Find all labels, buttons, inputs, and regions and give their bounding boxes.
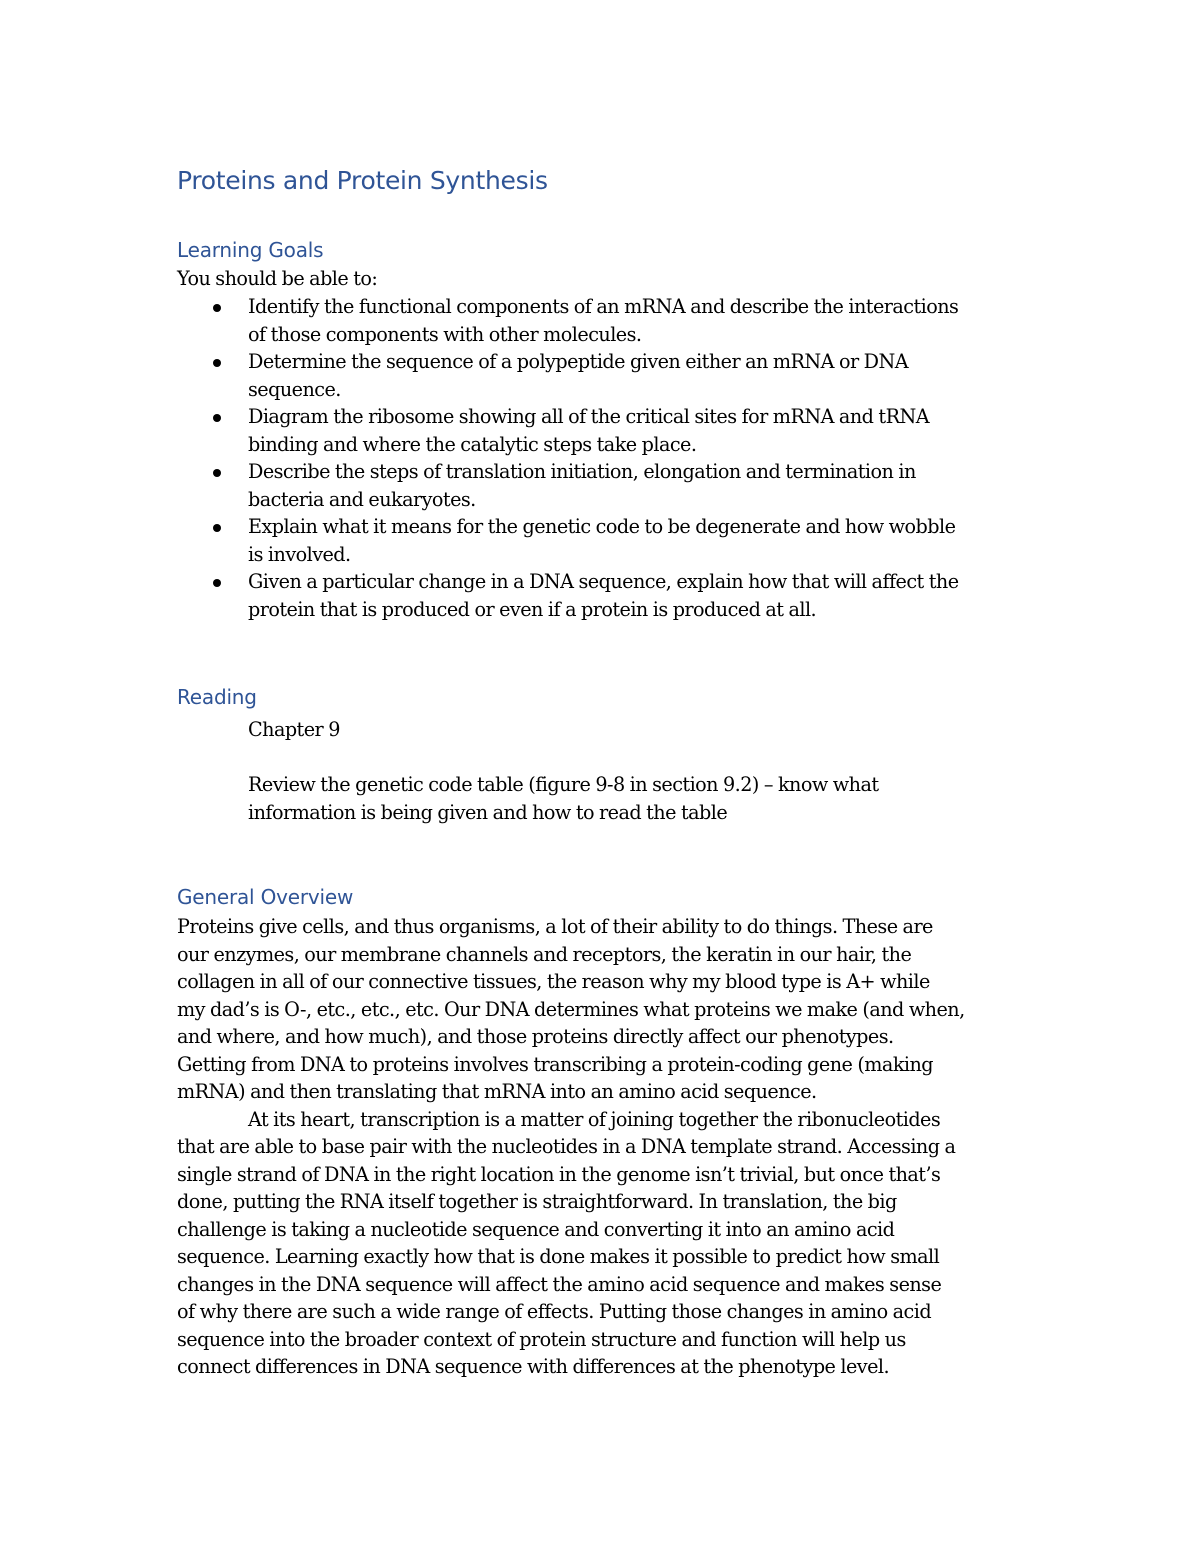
list-item-line: Diagram the ribosome showing all of the critical sites for mRNA and tRNA xyxy=(248,405,930,428)
list-item-line: Explain what it means for the genetic code to be degenerate and how wobble xyxy=(248,515,956,538)
bullet-icon xyxy=(213,579,221,587)
text-line: our enzymes, our membrane channels and receptors, the keratin in our hair, the xyxy=(177,942,912,966)
text-line: mRNA) and then translating that mRNA into an amino acid sequence. xyxy=(177,1080,817,1103)
list-item xyxy=(177,293,1038,348)
text-line: done, putting the RNA itself together is straightforward. In translation, the big xyxy=(177,1190,897,1213)
text-line: sequence into the broader context of protein structure and function will help us xyxy=(177,1327,906,1351)
text-line: collagen in all of our connective tissues, the reason why my blood type is A+ while xyxy=(177,970,930,993)
reading-review-line: Review the genetic code table (figure 9-8 in section 9.2) – know what xyxy=(248,773,879,796)
document-title: Proteins and Protein Synthesis xyxy=(177,166,548,195)
paragraph xyxy=(177,1106,1037,1381)
general-overview-heading: General Overview xyxy=(177,885,354,909)
list-item-line: protein that is produced or even if a protein is produced at all. xyxy=(248,597,817,621)
text-line: challenge is taking a nucleotide sequence and converting it into an amino acid xyxy=(177,1217,895,1241)
list-item-line: Describe the steps of translation initiation, elongation and termination in xyxy=(248,460,916,483)
list-item-line: Given a particular change in a DNA sequence, explain how that will affect the xyxy=(248,570,959,593)
text-line: and where, and how much), and those proteins directly affect our phenotypes. xyxy=(177,1025,894,1048)
text-line: At its heart, transcription is a matter of joining together the ribonucleotides xyxy=(248,1107,941,1131)
list-item-line: of those components with other molecules. xyxy=(248,322,642,346)
text-line: my dad’s is O-, etc., etc., etc. Our DNA determines what proteins we make (and when, xyxy=(177,997,965,1021)
bullet-icon xyxy=(213,304,221,312)
list-item xyxy=(177,568,1038,623)
list-item xyxy=(177,403,1038,458)
text-line: connect differences in DNA sequence with differences at the phenotype level. xyxy=(177,1355,890,1378)
reading-chapter: Chapter 9 xyxy=(248,718,340,741)
text-line: of why there are such a wide range of effects. Putting those changes in amino acid xyxy=(177,1300,932,1323)
list-item xyxy=(177,458,1038,513)
text-line: sequence. Learning exactly how that is done makes it possible to predict how small xyxy=(177,1245,940,1268)
general-overview-body xyxy=(177,913,1037,1381)
bullet-icon xyxy=(213,469,221,477)
paragraph xyxy=(177,913,1037,1106)
bullet-icon xyxy=(213,524,221,532)
list-item-line: Determine the sequence of a polypeptide given either an mRNA or DNA xyxy=(248,350,909,373)
list-item-line: sequence. xyxy=(248,377,341,401)
bullet-icon xyxy=(213,359,221,367)
learning-goals-intro: You should be able to: xyxy=(177,267,378,290)
reading-heading: Reading xyxy=(177,685,257,709)
text-line: single strand of DNA in the right location in the genome isn’t trivial, but once that’s xyxy=(177,1162,941,1186)
list-item xyxy=(177,513,1038,568)
list-item-line: binding and where the catalytic steps take place. xyxy=(248,432,697,456)
list-item xyxy=(177,348,1038,403)
text-line: changes in the DNA sequence will affect the amino acid sequence and makes sense xyxy=(177,1272,942,1296)
reading-review-line: information is being given and how to read the table xyxy=(248,800,728,824)
bullet-icon xyxy=(213,414,221,422)
text-line: Getting from DNA to proteins involves transcribing a protein-coding gene (making xyxy=(177,1052,934,1076)
reading-review xyxy=(248,771,1028,826)
text-line: Proteins give cells, and thus organisms, a lot of their ability to do things. These are xyxy=(177,915,933,938)
learning-goals-list xyxy=(177,293,1037,623)
learning-goals-heading: Learning Goals xyxy=(177,238,324,262)
list-item-line: is involved. xyxy=(248,542,351,566)
text-line: that are able to base pair with the nucleotides in a DNA template strand. Accessing a xyxy=(177,1135,956,1158)
list-item-line: Identify the functional components of an mRNA and describe the interactions xyxy=(248,295,959,318)
list-item-line: bacteria and eukaryotes. xyxy=(248,487,476,511)
